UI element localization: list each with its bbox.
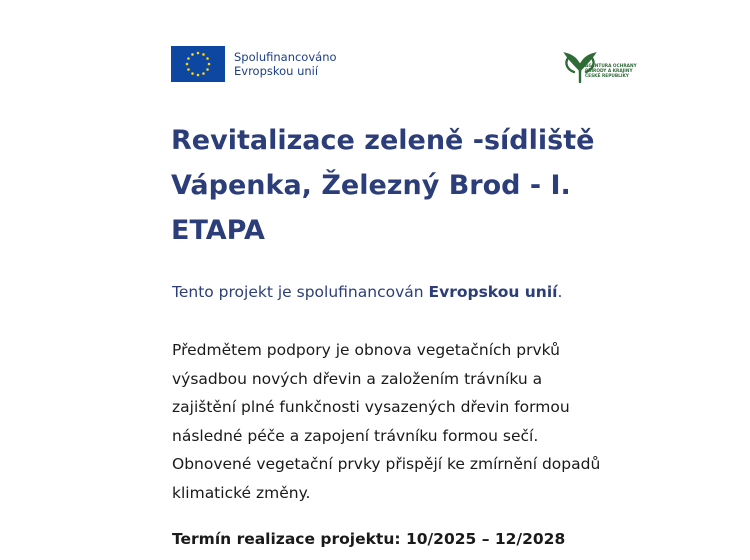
eu-star-icon bbox=[206, 68, 209, 71]
aopk-logo-text bbox=[585, 64, 637, 80]
eu-star-icon bbox=[202, 53, 205, 56]
eu-logo-text bbox=[234, 50, 337, 78]
eu-star-icon bbox=[187, 68, 190, 71]
eu-star-icon bbox=[187, 57, 190, 60]
intro-text bbox=[172, 283, 562, 301]
eu-logo-line1: Spolufinancováno bbox=[234, 50, 337, 64]
intro-prefix: Tento projekt je spolufinancován bbox=[172, 283, 429, 301]
eu-star-icon bbox=[191, 53, 194, 56]
description-line: zajištění plné funkčnosti vysazených dřevin formou bbox=[172, 398, 570, 417]
intro-suffix: . bbox=[557, 283, 563, 301]
eu-star-icon bbox=[191, 72, 194, 75]
eu-star-icon bbox=[206, 57, 209, 60]
eu-star-icon bbox=[197, 52, 200, 55]
aopk-line2: PŘÍRODY A KRAJINY bbox=[585, 69, 633, 75]
description-line: klimatické změny. bbox=[172, 483, 311, 502]
title-line2: Vápenka, Železný Brod - I. bbox=[171, 170, 571, 201]
project-term: Termín realizace projektu: 10/2025 – 12/2028 bbox=[172, 530, 566, 548]
eu-star-icon bbox=[208, 63, 211, 66]
title-line1: Revitalizace zeleně -sídliště bbox=[171, 125, 595, 156]
intro-bold: Evropskou unií bbox=[428, 283, 558, 301]
description-line: výsadbou nových dřevin a založením trávníku a bbox=[172, 369, 543, 388]
project-description bbox=[172, 336, 672, 508]
eu-star-icon bbox=[197, 74, 200, 77]
aopk-line1: AGENTURA OCHRANY bbox=[585, 64, 637, 69]
aopk-line3: ČESKÉ REPUBLIKY bbox=[585, 74, 629, 80]
eu-logo-line2: Evropskou unií bbox=[234, 64, 319, 78]
eu-flag-icon bbox=[171, 46, 225, 82]
description-line: Předmětem podpory je obnova vegetačních prvků bbox=[172, 341, 560, 359]
eu-star-icon bbox=[186, 63, 189, 66]
description-line: následné péče a zapojení trávníku formou sečí. bbox=[172, 426, 539, 445]
eu-cofinancing-logo bbox=[171, 46, 337, 82]
description-line: Obnovené vegetační prvky přispějí ke zmírnění dopadů bbox=[172, 455, 601, 474]
eu-star-icon bbox=[202, 72, 205, 75]
page-title bbox=[171, 118, 641, 253]
title-line3: ETAPA bbox=[171, 215, 265, 246]
